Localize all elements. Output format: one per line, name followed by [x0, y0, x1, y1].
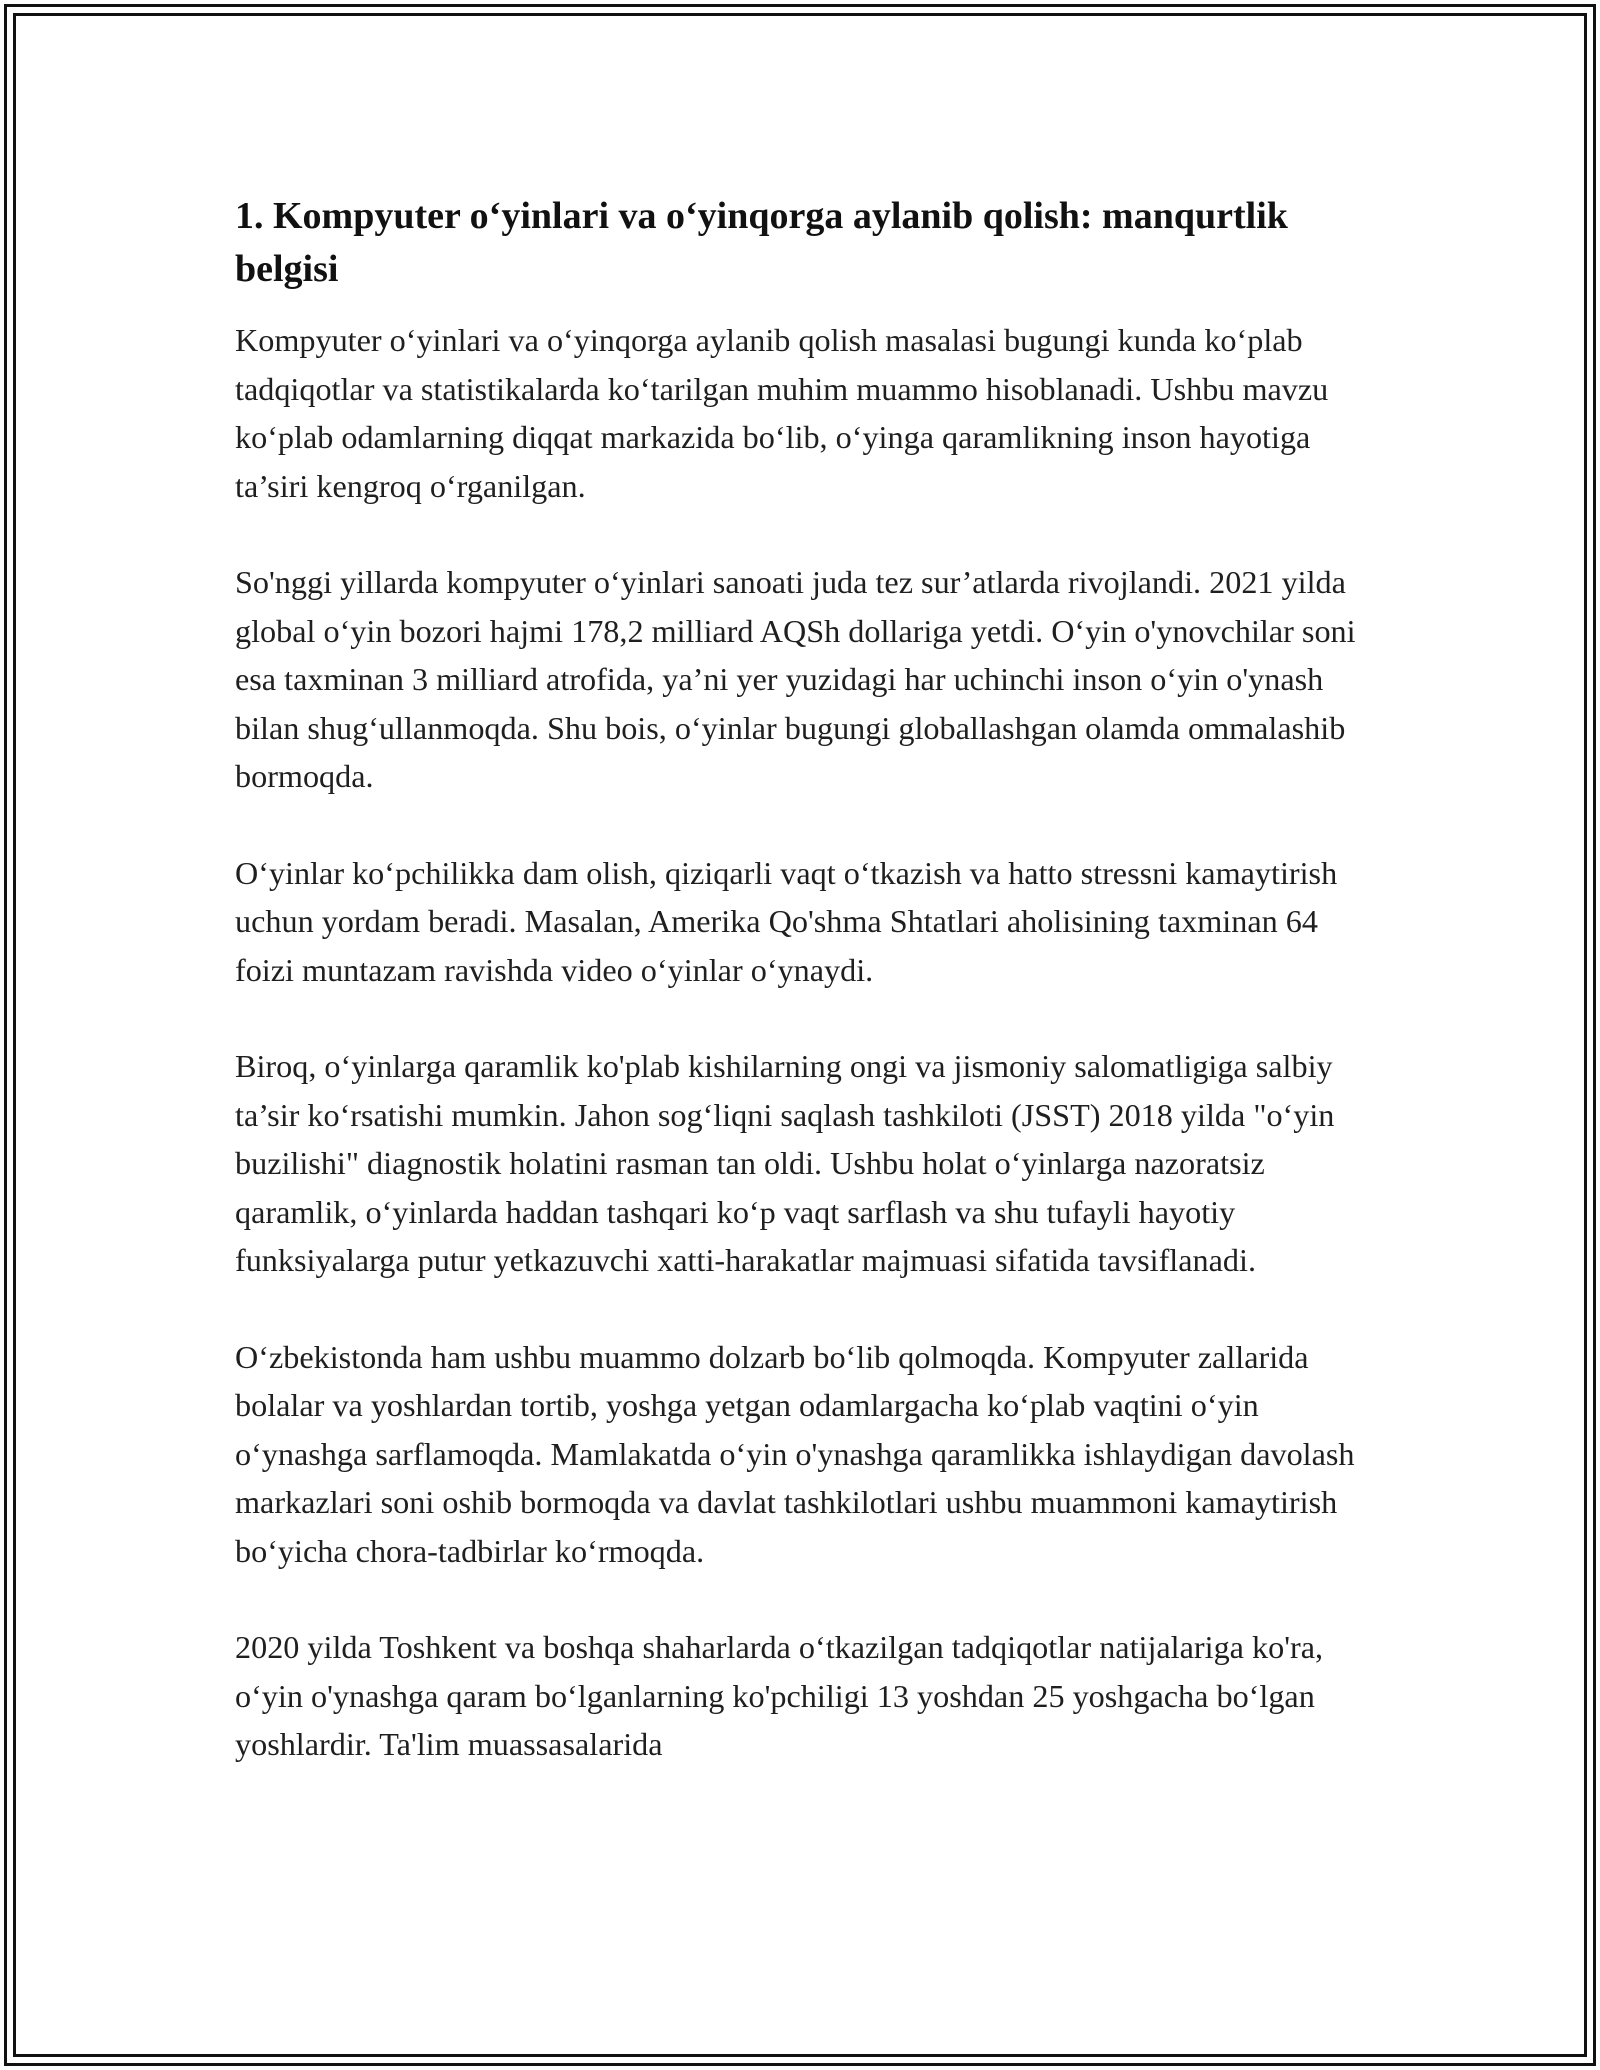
paragraph-4: Biroq, o‘yinlarga qaramlik ko'plab kishilarning ongi va jismoniy salomatligiga salbiy ta’sir ko‘rsatishi mumkin. Jahon sog‘liqni saqlash tashkiloti (JSST) 2018 yilda "o‘yin buzilishi" diagnostik holatini rasman tan oldi. Ushbu holat o‘yinlarga nazoratsiz qaramlik, o‘yinlarda haddan tashqari ko‘p vaqt sarflash va shu tufayli hayotiy funksiyalarga putur yetkazuvchi xatti-harakatlar majmuasi sifatida tavsiflanadi. [235, 1048, 1335, 1278]
section-title: 1. Kompyuter o‘yinlari va o‘yinqorga aylanib qolish: manqurtlik belgisi [235, 195, 1288, 290]
paragraph-6: 2020 yilda Toshkent va boshqa shaharlarda o‘tkazilgan tadqiqotlar natijalariga ko'ra, o‘yin o'ynashga qaram bo‘lganlarning ko'pchiligi 13 yoshdan 25 yoshgacha bo‘lgan yoshlardir. Ta'lim muassasalarida [235, 1629, 1324, 1762]
paragraph-2: So'nggi yillarda kompyuter o‘yinlari sanoati juda tez sur’atlarda rivojlandi. 2021 yilda global o‘yin bozori hajmi 178,2 milliard AQSh dollariga yetdi. O‘yin o'ynovchilar soni esa taxminan 3 milliard atrofida, ya’ni yer yuzidagi har uchinchi inson o‘yin o'ynash bilan shug‘ullanmoqda. Shu bois, o‘yinlar bugungi globallashgan olamda ommalashib bormoqda. [235, 564, 1356, 794]
paragraph-3: O‘yinlar ko‘pchilikka dam olish, qiziqarli vaqt o‘tkazish va hatto stressni kamaytirish uchun yordam beradi. Masalan, Amerika Qo'shma Shtatlari aholisining taxminan 64 foizi muntazam ravishda video o‘yinlar o‘ynaydi. [235, 854, 1338, 988]
document-body [235, 190, 1375, 1817]
paragraph-1: Kompyuter o‘yinlari va o‘yinqorga aylanib qolish masalasi bugungi kunda ko‘plab tadqiqotlar va statistikalarda ko‘tarilgan muhim muammo hisoblanadi. Ushbu mavzu ko‘plab odamlarning diqqat markazida bo‘lib, o‘yinga qaramlikning inson hayotiga ta’siri kengroq o‘rganilgan. [235, 322, 1329, 504]
paragraph-5: O‘zbekistonda ham ushbu muammo dolzarb bo‘lib qolmoqda. Kompyuter zallarida bolalar va yoshlardan tortib, yoshga yetgan odamlargacha ko‘plab vaqtini o‘yin o‘ynashga sarflamoqda. Mamlakatda o‘yin o'ynashga qaramlikka ishlaydigan davolash markazlari soni oshib bormoqda va davlat tashkilotlari ushbu muammoni kamaytirish bo‘yicha chora-tadbirlar ko‘rmoqda. [235, 1338, 1355, 1569]
